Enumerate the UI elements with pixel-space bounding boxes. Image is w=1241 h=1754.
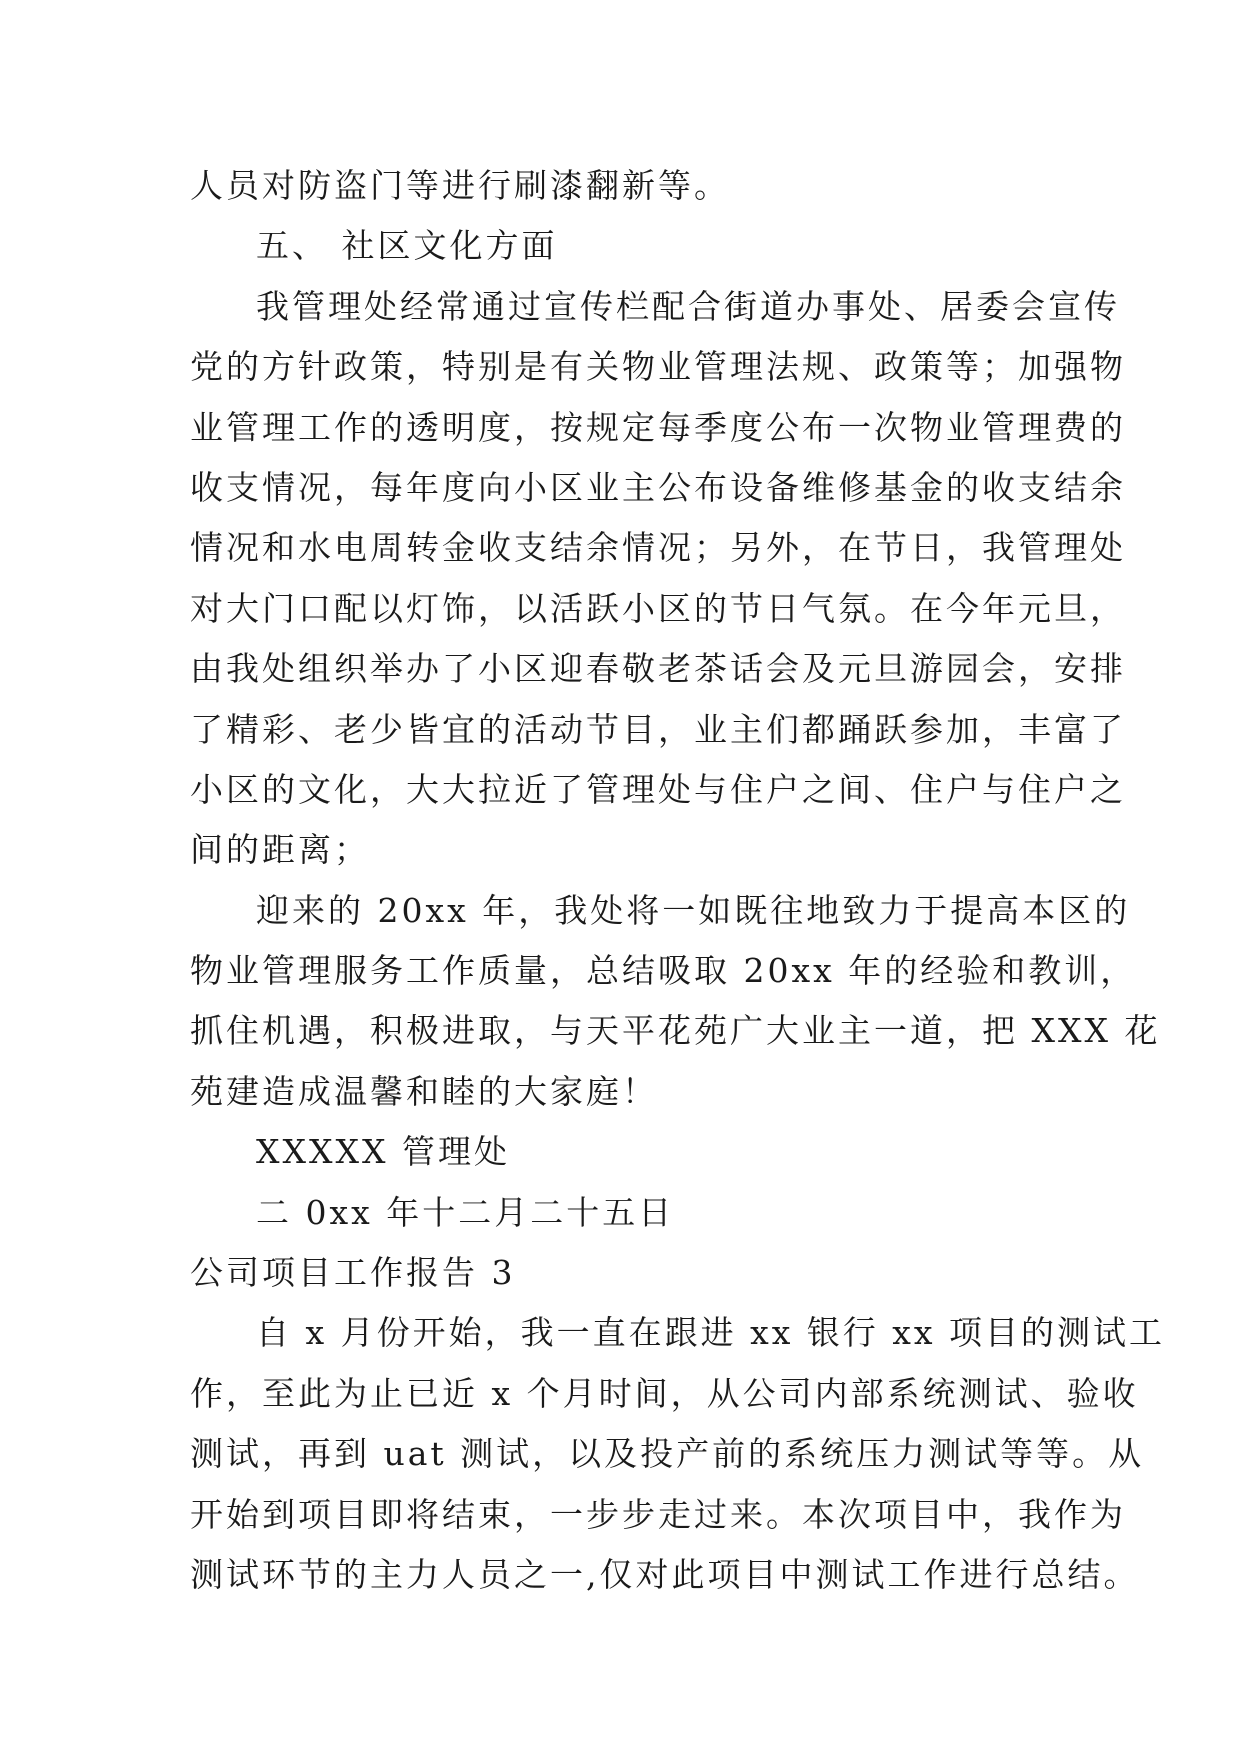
text-line: 测试环节的主力人员之一,仅对此项目中测试工作进行总结。 [190, 1554, 1140, 1594]
text-line: XXXXX 管理处 [256, 1132, 510, 1172]
text-line: 抓住机遇，积极进取，与天平花苑广大业主一道，把 XXX 花 [190, 1011, 1161, 1051]
text-line: 我管理处经常通过宣传栏配合街道办事处、居委会宣传 [256, 286, 1120, 326]
text-line: 业管理工作的透明度，按规定每季度公布一次物业管理费的 [190, 407, 1126, 447]
text-line: 开始到项目即将结束，一步步走过来。本次项目中，我作为 [190, 1494, 1126, 1534]
text-line: 党的方针政策，特别是有关物业管理法规、政策等；加强物 [190, 347, 1126, 387]
text-line: 五、 社区文化方面 [256, 226, 558, 266]
text-line: 对大门口配以灯饰，以活跃小区的节日气氛。在今年元旦， [190, 588, 1126, 628]
text-line: 小区的文化，大大拉近了管理处与住户之间、住户与住户之 [190, 769, 1126, 809]
text-line: 测试，再到 uat 测试，以及投产前的系统压力测试等等。从 [190, 1434, 1145, 1474]
text-line: 物业管理服务工作质量，总结吸取 20xx 年的经验和教训， [190, 951, 1137, 991]
text-line: 由我处组织举办了小区迎春敬老茶话会及元旦游园会，安排 [190, 649, 1126, 689]
text-line: 收支情况，每年度向小区业主公布设备维修基金的收支结余 [190, 467, 1126, 507]
text-line: 情况和水电周转金收支结余情况；另外，在节日，我管理处 [190, 528, 1126, 568]
text-line: 自 x 月份开始，我一直在跟进 xx 银行 xx 项目的测试工 [256, 1313, 1165, 1353]
document-body [190, 156, 1165, 1605]
text-line: 二 0xx 年十二月二十五日 [256, 1192, 675, 1232]
text-line: 苑建造成温馨和睦的大家庭！ [190, 1071, 658, 1111]
text-line: 作，至此为止已近 x 个月时间，从公司内部系统测试、验收 [190, 1373, 1139, 1413]
text-line: 迎来的 20xx 年，我处将一如既往地致力于提高本区的 [256, 890, 1131, 930]
text-line: 了精彩、老少皆宜的活动节目，业主们都踊跃参加，丰富了 [190, 709, 1126, 749]
text-line: 人员对防盗门等进行刷漆翻新等。 [190, 166, 730, 205]
text-line: 间的距离； [190, 830, 370, 870]
text-line: 公司项目工作报告 3 [190, 1253, 516, 1293]
